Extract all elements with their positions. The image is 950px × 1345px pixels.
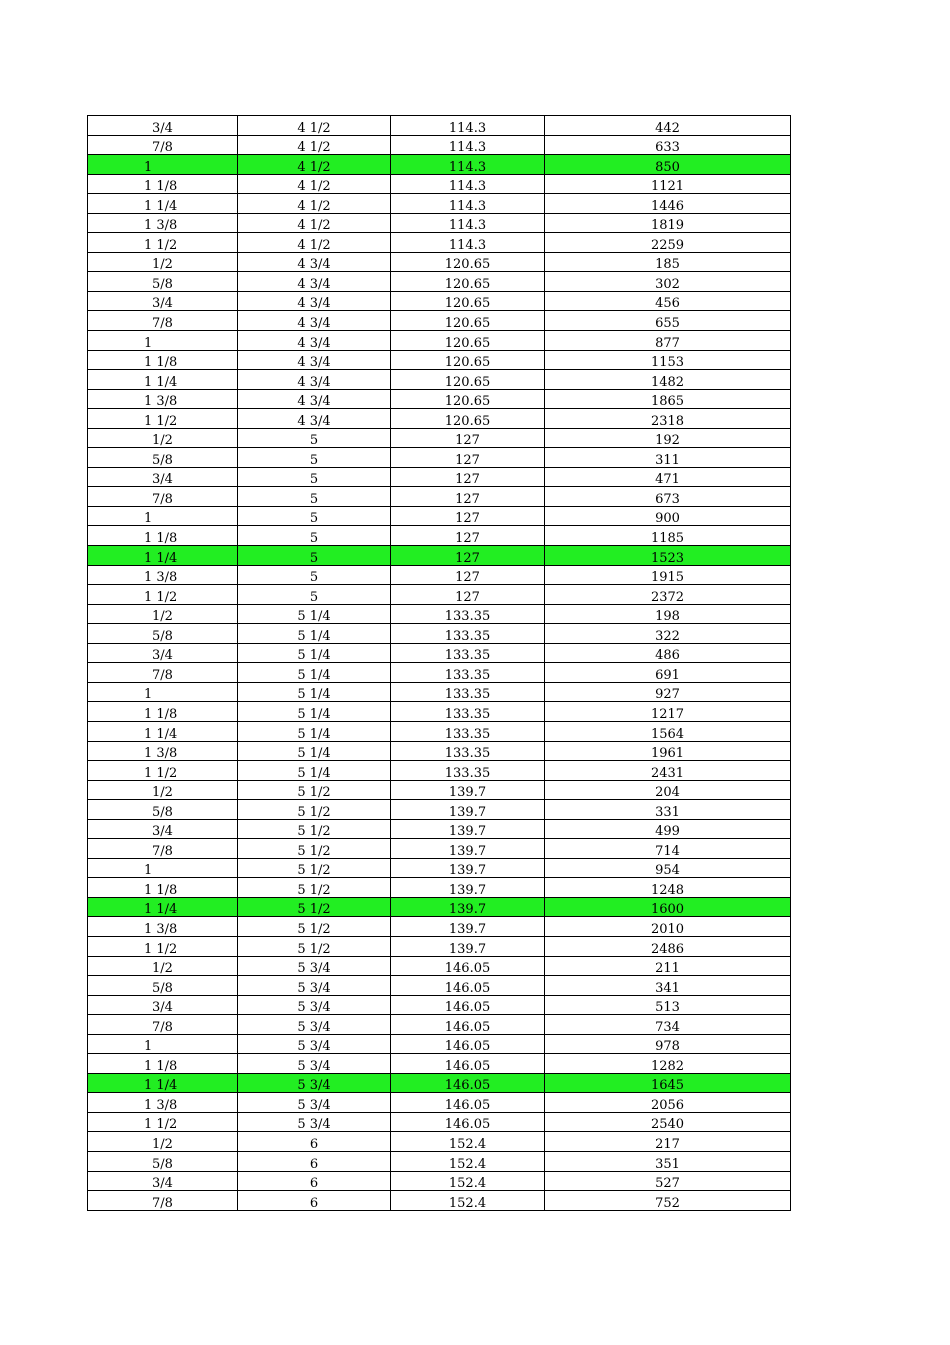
cell-diameter-mm: 127 bbox=[391, 546, 545, 566]
cell-value: 204 bbox=[545, 780, 791, 800]
cell-diameter-mm: 133.35 bbox=[391, 643, 545, 663]
table-row bbox=[88, 721, 791, 741]
table-row bbox=[88, 917, 791, 937]
table-row bbox=[88, 213, 791, 233]
cell-value: 1523 bbox=[545, 546, 791, 566]
cell-diameter-mm: 133.35 bbox=[391, 721, 545, 741]
cell-diameter-mm: 127 bbox=[391, 585, 545, 605]
table-row bbox=[88, 546, 791, 566]
cell-size-in: 1 3/8 bbox=[88, 741, 238, 761]
cell-value: 302 bbox=[545, 272, 791, 292]
cell-diameter-in: 5 1/2 bbox=[238, 917, 391, 937]
cell-diameter-in: 5 3/4 bbox=[238, 995, 391, 1015]
cell-value: 633 bbox=[545, 135, 791, 155]
cell-value: 331 bbox=[545, 800, 791, 820]
cell-size-in: 1 1/4 bbox=[88, 897, 238, 917]
cell-value: 1446 bbox=[545, 194, 791, 214]
cell-size-in: 3/4 bbox=[88, 1171, 238, 1191]
cell-diameter-mm: 139.7 bbox=[391, 897, 545, 917]
cell-diameter-mm: 146.05 bbox=[391, 1073, 545, 1093]
cell-value: 1915 bbox=[545, 565, 791, 585]
table-row bbox=[88, 643, 791, 663]
cell-diameter-mm: 139.7 bbox=[391, 819, 545, 839]
cell-diameter-mm: 120.65 bbox=[391, 370, 545, 390]
cell-value: 2056 bbox=[545, 1093, 791, 1113]
cell-diameter-mm: 146.05 bbox=[391, 1034, 545, 1054]
cell-diameter-in: 5 3/4 bbox=[238, 976, 391, 996]
table-row bbox=[88, 155, 791, 175]
cell-diameter-mm: 133.35 bbox=[391, 663, 545, 683]
cell-diameter-in: 5 bbox=[238, 526, 391, 546]
cell-value: 1865 bbox=[545, 389, 791, 409]
cell-diameter-in: 5 3/4 bbox=[238, 1034, 391, 1054]
table-row bbox=[88, 1093, 791, 1113]
table-row bbox=[88, 409, 791, 429]
cell-size-in: 7/8 bbox=[88, 1191, 238, 1211]
table-row bbox=[88, 506, 791, 526]
cell-size-in: 5/8 bbox=[88, 448, 238, 468]
cell-size-in: 1 1/2 bbox=[88, 761, 238, 781]
cell-diameter-mm: 152.4 bbox=[391, 1132, 545, 1152]
table-row bbox=[88, 389, 791, 409]
cell-value: 655 bbox=[545, 311, 791, 331]
cell-diameter-mm: 114.3 bbox=[391, 116, 545, 136]
cell-value: 978 bbox=[545, 1034, 791, 1054]
cell-diameter-in: 4 3/4 bbox=[238, 350, 391, 370]
cell-diameter-mm: 152.4 bbox=[391, 1191, 545, 1211]
cell-size-in: 1/2 bbox=[88, 1132, 238, 1152]
cell-diameter-mm: 139.7 bbox=[391, 858, 545, 878]
cell-size-in: 3/4 bbox=[88, 116, 238, 136]
cell-size-in: 3/4 bbox=[88, 643, 238, 663]
cell-diameter-in: 5 3/4 bbox=[238, 956, 391, 976]
cell-diameter-mm: 146.05 bbox=[391, 1054, 545, 1074]
cell-diameter-in: 5 bbox=[238, 585, 391, 605]
cell-value: 1121 bbox=[545, 174, 791, 194]
cell-size-in: 1 1/4 bbox=[88, 546, 238, 566]
table-row bbox=[88, 448, 791, 468]
cell-diameter-mm: 120.65 bbox=[391, 409, 545, 429]
table-row bbox=[88, 604, 791, 624]
cell-size-in: 5/8 bbox=[88, 1151, 238, 1171]
cell-value: 185 bbox=[545, 252, 791, 272]
cell-diameter-mm: 146.05 bbox=[391, 995, 545, 1015]
cell-value: 2486 bbox=[545, 936, 791, 956]
cell-size-in: 1 bbox=[88, 155, 238, 175]
cell-diameter-mm: 114.3 bbox=[391, 174, 545, 194]
cell-diameter-mm: 139.7 bbox=[391, 839, 545, 859]
cell-value: 2259 bbox=[545, 233, 791, 253]
table-row bbox=[88, 311, 791, 331]
cell-diameter-in: 4 1/2 bbox=[238, 194, 391, 214]
cell-diameter-mm: 146.05 bbox=[391, 1093, 545, 1113]
cell-value: 351 bbox=[545, 1151, 791, 1171]
cell-diameter-mm: 114.3 bbox=[391, 155, 545, 175]
cell-diameter-in: 4 1/2 bbox=[238, 155, 391, 175]
table-row bbox=[88, 663, 791, 683]
table-row bbox=[88, 936, 791, 956]
cell-diameter-mm: 146.05 bbox=[391, 956, 545, 976]
cell-diameter-in: 4 3/4 bbox=[238, 311, 391, 331]
table-row bbox=[88, 878, 791, 898]
cell-size-in: 1 bbox=[88, 331, 238, 351]
cell-diameter-in: 4 3/4 bbox=[238, 272, 391, 292]
cell-value: 1482 bbox=[545, 370, 791, 390]
cell-value: 471 bbox=[545, 467, 791, 487]
cell-size-in: 1 1/4 bbox=[88, 370, 238, 390]
cell-diameter-in: 6 bbox=[238, 1151, 391, 1171]
cell-value: 1217 bbox=[545, 702, 791, 722]
table-row bbox=[88, 252, 791, 272]
cell-diameter-in: 5 bbox=[238, 546, 391, 566]
cell-size-in: 1 1/2 bbox=[88, 233, 238, 253]
cell-diameter-mm: 133.35 bbox=[391, 761, 545, 781]
cell-value: 217 bbox=[545, 1132, 791, 1152]
cell-size-in: 1/2 bbox=[88, 428, 238, 448]
cell-size-in: 1 3/8 bbox=[88, 565, 238, 585]
table-row bbox=[88, 624, 791, 644]
cell-diameter-mm: 133.35 bbox=[391, 741, 545, 761]
cell-size-in: 1/2 bbox=[88, 252, 238, 272]
cell-diameter-in: 5 bbox=[238, 565, 391, 585]
table-row bbox=[88, 331, 791, 351]
cell-diameter-in: 4 1/2 bbox=[238, 213, 391, 233]
cell-value: 1961 bbox=[545, 741, 791, 761]
cell-size-in: 1 bbox=[88, 506, 238, 526]
cell-diameter-in: 5 1/4 bbox=[238, 682, 391, 702]
cell-diameter-mm: 127 bbox=[391, 565, 545, 585]
table-row bbox=[88, 1191, 791, 1211]
cell-size-in: 7/8 bbox=[88, 1015, 238, 1035]
cell-diameter-in: 4 3/4 bbox=[238, 370, 391, 390]
cell-diameter-mm: 120.65 bbox=[391, 350, 545, 370]
cell-size-in: 5/8 bbox=[88, 272, 238, 292]
cell-diameter-mm: 114.3 bbox=[391, 213, 545, 233]
cell-diameter-mm: 114.3 bbox=[391, 135, 545, 155]
cell-diameter-in: 5 bbox=[238, 467, 391, 487]
cell-diameter-in: 4 1/2 bbox=[238, 135, 391, 155]
cell-value: 1282 bbox=[545, 1054, 791, 1074]
cell-value: 527 bbox=[545, 1171, 791, 1191]
cell-size-in: 5/8 bbox=[88, 976, 238, 996]
table-body bbox=[88, 116, 791, 1211]
cell-value: 877 bbox=[545, 331, 791, 351]
cell-diameter-in: 5 3/4 bbox=[238, 1093, 391, 1113]
cell-value: 341 bbox=[545, 976, 791, 996]
cell-diameter-in: 5 1/4 bbox=[238, 721, 391, 741]
cell-diameter-mm: 120.65 bbox=[391, 331, 545, 351]
table-row bbox=[88, 350, 791, 370]
cell-size-in: 1 1/4 bbox=[88, 1073, 238, 1093]
cell-size-in: 1 1/8 bbox=[88, 174, 238, 194]
cell-size-in: 1 1/8 bbox=[88, 702, 238, 722]
cell-diameter-mm: 139.7 bbox=[391, 936, 545, 956]
table-row bbox=[88, 467, 791, 487]
table-row bbox=[88, 1073, 791, 1093]
cell-size-in: 7/8 bbox=[88, 839, 238, 859]
table-row bbox=[88, 1151, 791, 1171]
table-row bbox=[88, 1132, 791, 1152]
table-row bbox=[88, 116, 791, 136]
cell-diameter-mm: 146.05 bbox=[391, 976, 545, 996]
cell-diameter-mm: 127 bbox=[391, 526, 545, 546]
cell-size-in: 1/2 bbox=[88, 780, 238, 800]
cell-size-in: 5/8 bbox=[88, 800, 238, 820]
cell-diameter-mm: 133.35 bbox=[391, 682, 545, 702]
cell-diameter-in: 4 1/2 bbox=[238, 174, 391, 194]
cell-diameter-in: 5 1/4 bbox=[238, 643, 391, 663]
cell-size-in: 7/8 bbox=[88, 663, 238, 683]
cell-diameter-in: 5 1/4 bbox=[238, 624, 391, 644]
cell-value: 927 bbox=[545, 682, 791, 702]
cell-diameter-mm: 146.05 bbox=[391, 1112, 545, 1132]
cell-size-in: 1 1/4 bbox=[88, 721, 238, 741]
cell-diameter-mm: 127 bbox=[391, 487, 545, 507]
cell-value: 714 bbox=[545, 839, 791, 859]
table-row bbox=[88, 1054, 791, 1074]
table-row bbox=[88, 976, 791, 996]
cell-diameter-mm: 133.35 bbox=[391, 624, 545, 644]
cell-diameter-mm: 152.4 bbox=[391, 1171, 545, 1191]
cell-diameter-mm: 120.65 bbox=[391, 291, 545, 311]
cell-value: 1248 bbox=[545, 878, 791, 898]
cell-size-in: 1 1/4 bbox=[88, 194, 238, 214]
cell-value: 1153 bbox=[545, 350, 791, 370]
cell-size-in: 3/4 bbox=[88, 995, 238, 1015]
cell-diameter-mm: 127 bbox=[391, 448, 545, 468]
cell-size-in: 1 bbox=[88, 858, 238, 878]
cell-diameter-in: 5 bbox=[238, 487, 391, 507]
table-row bbox=[88, 487, 791, 507]
cell-diameter-mm: 139.7 bbox=[391, 780, 545, 800]
table-row bbox=[88, 761, 791, 781]
cell-diameter-mm: 120.65 bbox=[391, 272, 545, 292]
cell-value: 691 bbox=[545, 663, 791, 683]
cell-diameter-in: 5 bbox=[238, 506, 391, 526]
cell-size-in: 1 1/2 bbox=[88, 409, 238, 429]
cell-value: 1819 bbox=[545, 213, 791, 233]
cell-size-in: 3/4 bbox=[88, 291, 238, 311]
table-row bbox=[88, 858, 791, 878]
cell-diameter-in: 5 bbox=[238, 428, 391, 448]
cell-value: 442 bbox=[545, 116, 791, 136]
table-row bbox=[88, 174, 791, 194]
cell-diameter-in: 5 1/4 bbox=[238, 702, 391, 722]
cell-size-in: 7/8 bbox=[88, 487, 238, 507]
cell-value: 2318 bbox=[545, 409, 791, 429]
table-row bbox=[88, 956, 791, 976]
table-row bbox=[88, 565, 791, 585]
cell-value: 2010 bbox=[545, 917, 791, 937]
table-row bbox=[88, 1112, 791, 1132]
cell-value: 311 bbox=[545, 448, 791, 468]
cell-diameter-in: 5 1/2 bbox=[238, 897, 391, 917]
cell-diameter-in: 6 bbox=[238, 1191, 391, 1211]
cell-diameter-in: 5 1/2 bbox=[238, 936, 391, 956]
cell-value: 673 bbox=[545, 487, 791, 507]
cell-diameter-mm: 127 bbox=[391, 467, 545, 487]
cell-diameter-in: 4 3/4 bbox=[238, 409, 391, 429]
table-row bbox=[88, 800, 791, 820]
table-row bbox=[88, 839, 791, 859]
cell-value: 456 bbox=[545, 291, 791, 311]
cell-diameter-in: 5 1/2 bbox=[238, 839, 391, 859]
table-row bbox=[88, 819, 791, 839]
cell-diameter-mm: 120.65 bbox=[391, 252, 545, 272]
cell-size-in: 1 1/2 bbox=[88, 585, 238, 605]
cell-size-in: 1 1/2 bbox=[88, 1112, 238, 1132]
cell-diameter-mm: 139.7 bbox=[391, 917, 545, 937]
table-row bbox=[88, 702, 791, 722]
cell-value: 734 bbox=[545, 1015, 791, 1035]
cell-diameter-in: 5 3/4 bbox=[238, 1112, 391, 1132]
cell-diameter-in: 5 1/2 bbox=[238, 800, 391, 820]
cell-size-in: 7/8 bbox=[88, 311, 238, 331]
cell-value: 198 bbox=[545, 604, 791, 624]
cell-size-in: 1/2 bbox=[88, 604, 238, 624]
cell-value: 2372 bbox=[545, 585, 791, 605]
table-row bbox=[88, 1171, 791, 1191]
cell-diameter-mm: 120.65 bbox=[391, 311, 545, 331]
cell-diameter-mm: 139.7 bbox=[391, 800, 545, 820]
cell-size-in: 1 3/8 bbox=[88, 389, 238, 409]
table-row bbox=[88, 1015, 791, 1035]
cell-value: 954 bbox=[545, 858, 791, 878]
table-row bbox=[88, 1034, 791, 1054]
table-row bbox=[88, 428, 791, 448]
cell-diameter-in: 4 1/2 bbox=[238, 233, 391, 253]
cell-value: 1185 bbox=[545, 526, 791, 546]
cell-size-in: 1/2 bbox=[88, 956, 238, 976]
cell-value: 2540 bbox=[545, 1112, 791, 1132]
cell-diameter-in: 6 bbox=[238, 1132, 391, 1152]
cell-size-in: 3/4 bbox=[88, 467, 238, 487]
cell-diameter-in: 6 bbox=[238, 1171, 391, 1191]
cell-diameter-mm: 139.7 bbox=[391, 878, 545, 898]
table-row bbox=[88, 995, 791, 1015]
cell-size-in: 1 3/8 bbox=[88, 917, 238, 937]
table-row bbox=[88, 526, 791, 546]
cell-size-in: 7/8 bbox=[88, 135, 238, 155]
cell-diameter-in: 5 1/2 bbox=[238, 819, 391, 839]
cell-size-in: 1 1/8 bbox=[88, 350, 238, 370]
table-row bbox=[88, 370, 791, 390]
cell-diameter-mm: 114.3 bbox=[391, 194, 545, 214]
cell-value: 192 bbox=[545, 428, 791, 448]
table-row bbox=[88, 585, 791, 605]
cell-diameter-in: 5 3/4 bbox=[238, 1054, 391, 1074]
cell-value: 486 bbox=[545, 643, 791, 663]
cell-diameter-in: 5 3/4 bbox=[238, 1015, 391, 1035]
cell-diameter-in: 5 1/4 bbox=[238, 604, 391, 624]
cell-value: 752 bbox=[545, 1191, 791, 1211]
table-row bbox=[88, 135, 791, 155]
cell-diameter-mm: 120.65 bbox=[391, 389, 545, 409]
table-row bbox=[88, 682, 791, 702]
cell-size-in: 1 bbox=[88, 1034, 238, 1054]
cell-value: 1564 bbox=[545, 721, 791, 741]
cell-diameter-in: 5 bbox=[238, 448, 391, 468]
cell-size-in: 1 3/8 bbox=[88, 1093, 238, 1113]
cell-value: 2431 bbox=[545, 761, 791, 781]
cell-diameter-in: 4 3/4 bbox=[238, 252, 391, 272]
table-row bbox=[88, 291, 791, 311]
cell-size-in: 1 bbox=[88, 682, 238, 702]
cell-diameter-in: 4 3/4 bbox=[238, 291, 391, 311]
cell-diameter-mm: 114.3 bbox=[391, 233, 545, 253]
cell-diameter-mm: 152.4 bbox=[391, 1151, 545, 1171]
cell-diameter-mm: 133.35 bbox=[391, 604, 545, 624]
table-row bbox=[88, 194, 791, 214]
cell-diameter-in: 5 1/4 bbox=[238, 663, 391, 683]
cell-value: 211 bbox=[545, 956, 791, 976]
cell-diameter-mm: 127 bbox=[391, 506, 545, 526]
data-table bbox=[87, 115, 791, 1211]
cell-value: 900 bbox=[545, 506, 791, 526]
cell-value: 1645 bbox=[545, 1073, 791, 1093]
table-row bbox=[88, 897, 791, 917]
cell-size-in: 3/4 bbox=[88, 819, 238, 839]
cell-diameter-in: 5 1/4 bbox=[238, 741, 391, 761]
cell-diameter-in: 4 1/2 bbox=[238, 116, 391, 136]
cell-diameter-mm: 127 bbox=[391, 428, 545, 448]
cell-diameter-in: 5 1/4 bbox=[238, 761, 391, 781]
cell-size-in: 5/8 bbox=[88, 624, 238, 644]
table-row bbox=[88, 233, 791, 253]
cell-value: 850 bbox=[545, 155, 791, 175]
cell-diameter-in: 4 3/4 bbox=[238, 331, 391, 351]
cell-diameter-in: 5 3/4 bbox=[238, 1073, 391, 1093]
cell-diameter-in: 5 1/2 bbox=[238, 780, 391, 800]
cell-diameter-in: 5 1/2 bbox=[238, 878, 391, 898]
cell-size-in: 1 3/8 bbox=[88, 213, 238, 233]
cell-size-in: 1 1/8 bbox=[88, 1054, 238, 1074]
cell-value: 1600 bbox=[545, 897, 791, 917]
cell-diameter-mm: 146.05 bbox=[391, 1015, 545, 1035]
cell-value: 499 bbox=[545, 819, 791, 839]
table-row bbox=[88, 741, 791, 761]
table-row bbox=[88, 780, 791, 800]
cell-value: 322 bbox=[545, 624, 791, 644]
cell-size-in: 1 1/8 bbox=[88, 878, 238, 898]
cell-diameter-in: 5 1/2 bbox=[238, 858, 391, 878]
cell-diameter-in: 4 3/4 bbox=[238, 389, 391, 409]
cell-size-in: 1 1/8 bbox=[88, 526, 238, 546]
cell-value: 513 bbox=[545, 995, 791, 1015]
table-row bbox=[88, 272, 791, 292]
cell-diameter-mm: 133.35 bbox=[391, 702, 545, 722]
cell-size-in: 1 1/2 bbox=[88, 936, 238, 956]
